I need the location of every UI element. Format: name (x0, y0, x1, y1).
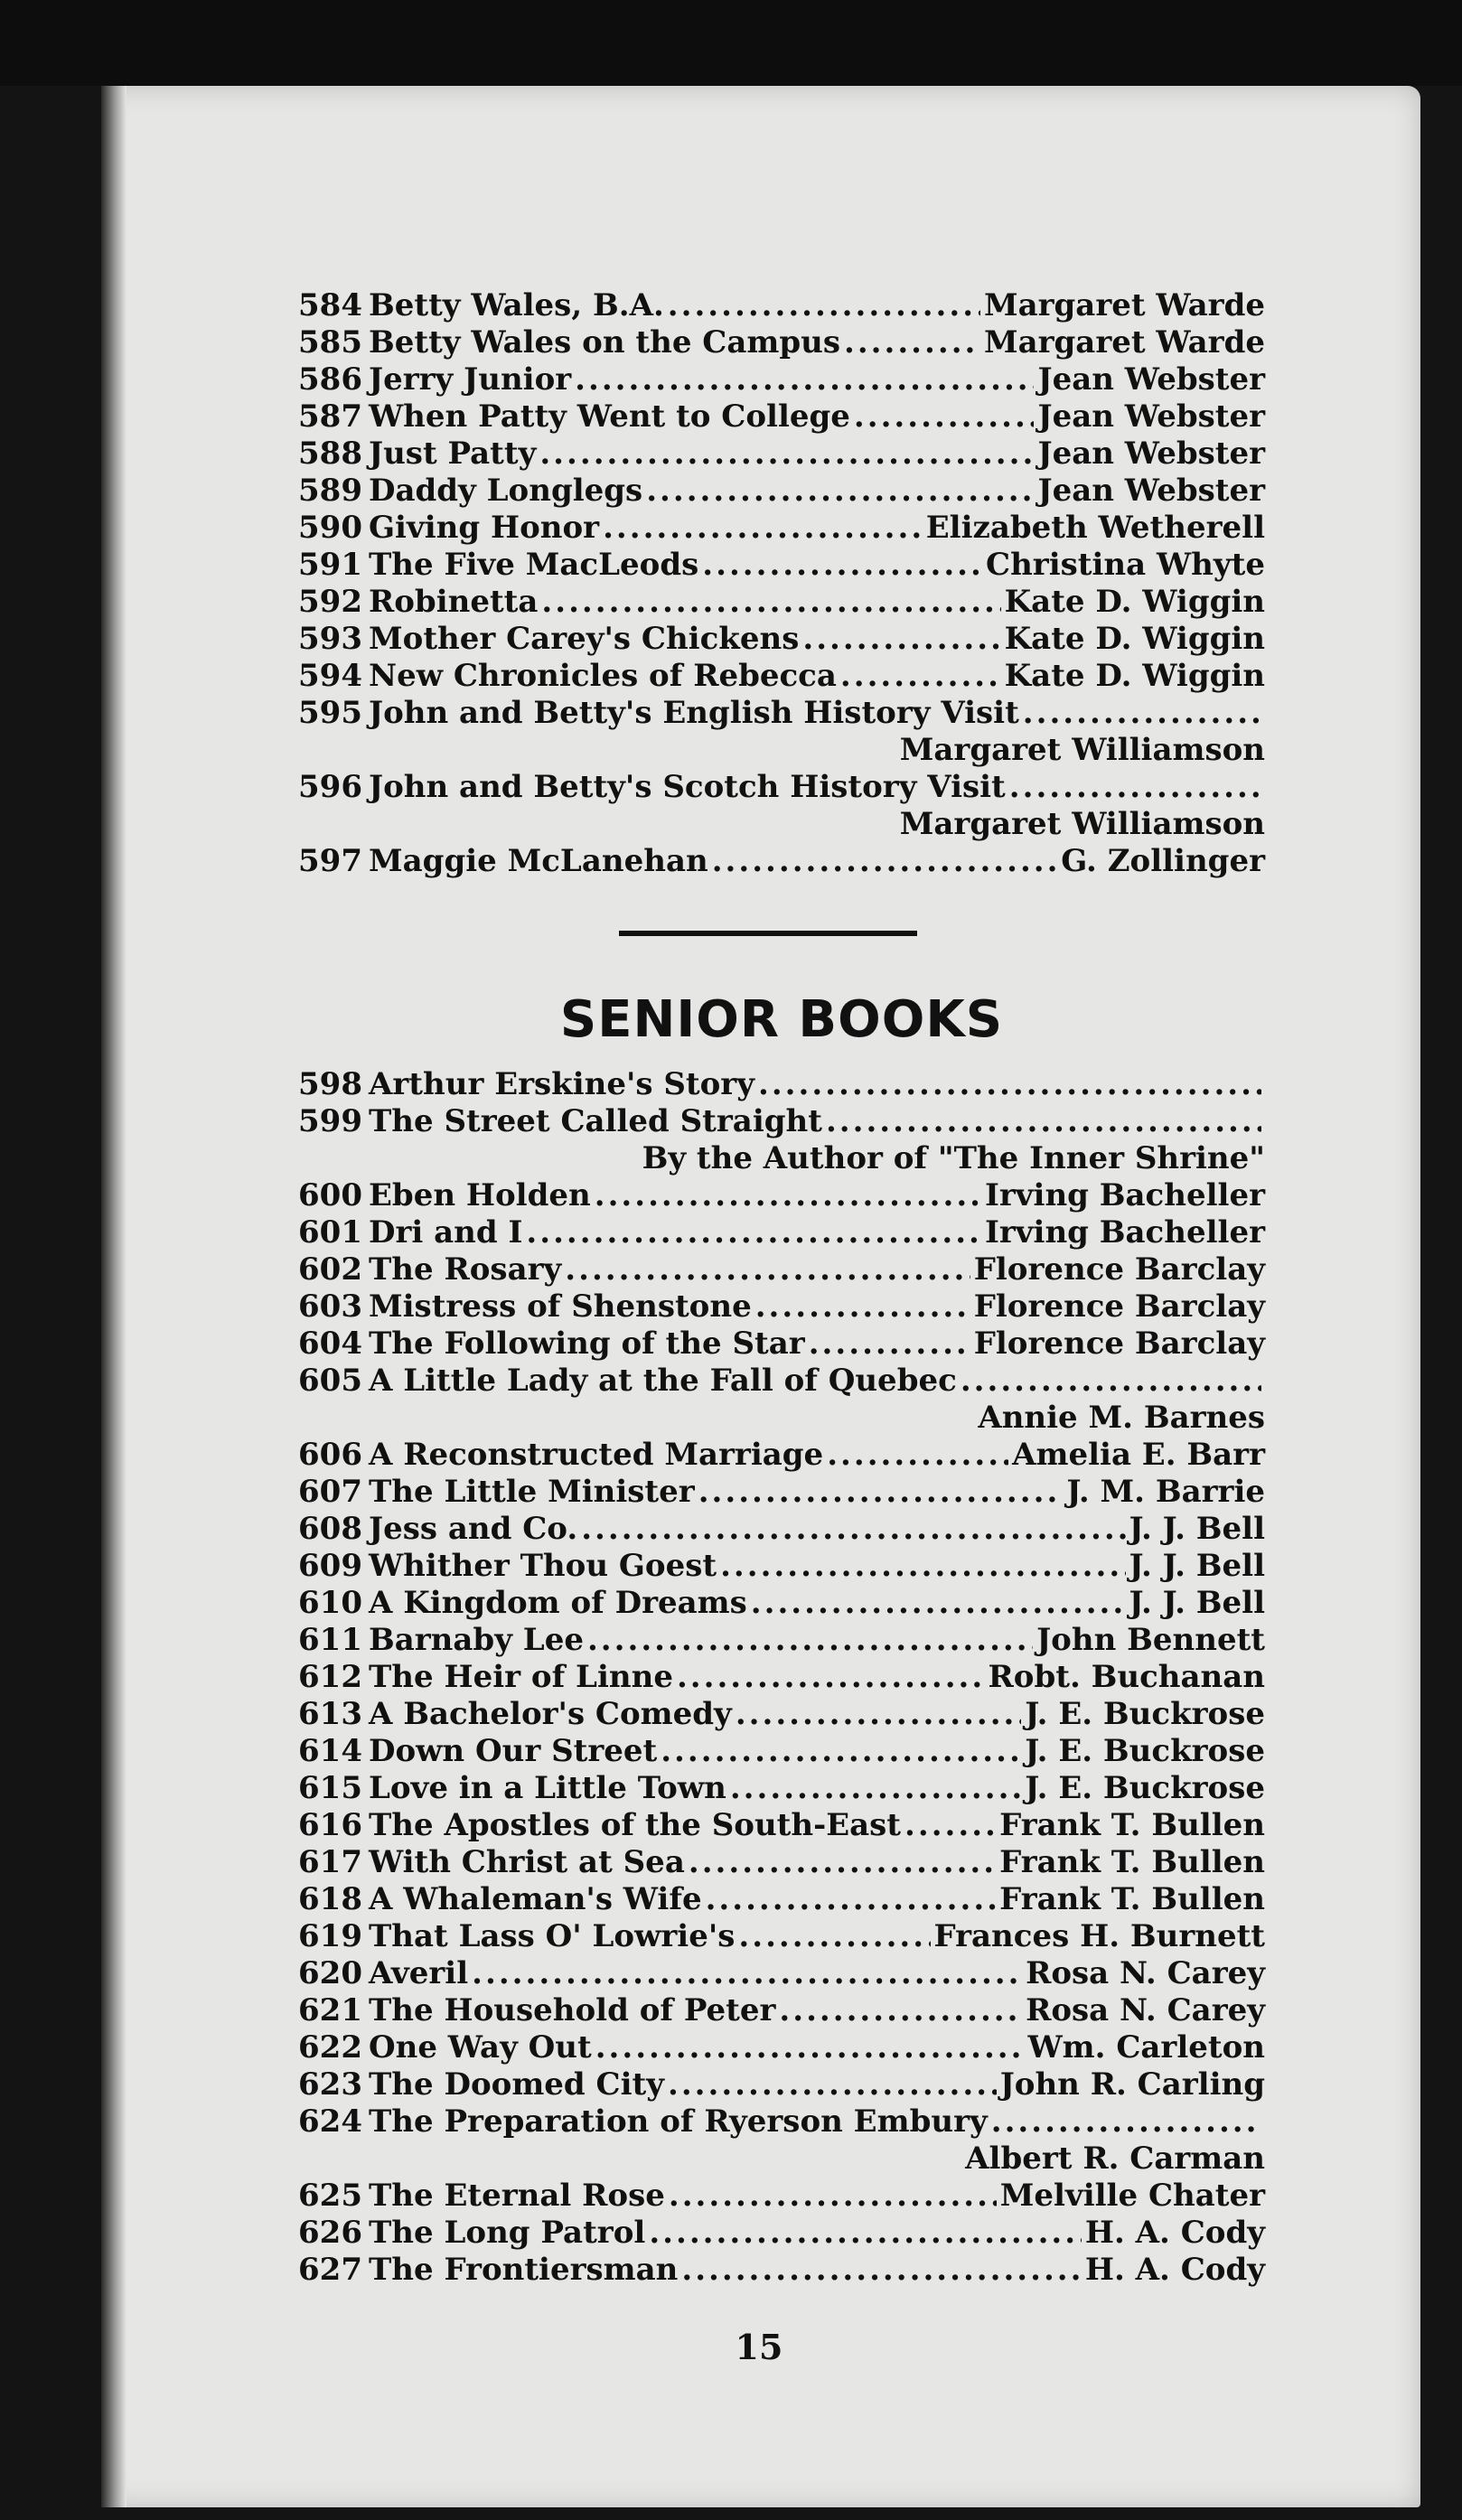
entry-title: John and Betty's Scotch History Visit (369, 769, 1006, 805)
entry-title: The Long Patrol (369, 2215, 646, 2251)
list-item (298, 1103, 1265, 1140)
dot-leader (706, 1881, 997, 1918)
entry-title: The Following of the Star (369, 1326, 805, 1362)
entry-title: The Doomed City (369, 2066, 664, 2103)
entry-number: 607 (298, 1474, 362, 1510)
entry-author: Rosa N. Carey (1026, 1992, 1265, 2028)
entry-author: Florence Barclay (973, 1288, 1265, 1325)
entry-number: 620 (298, 1955, 362, 1991)
entry-author: Margaret Warde (983, 324, 1265, 361)
entry-author: Florence Barclay (973, 1251, 1265, 1288)
entry-number: 593 (298, 621, 362, 657)
section-divider (619, 931, 917, 936)
entry-author: Frank T. Bullen (999, 1807, 1265, 1843)
entry-title: The Heir of Linne (369, 1659, 673, 1695)
list-item (298, 2215, 1265, 2252)
entry-title: The Five MacLeods (369, 547, 699, 583)
dot-leader (702, 547, 982, 584)
dot-leader (526, 1214, 981, 1251)
dot-leader (681, 2252, 1082, 2289)
dot-leader (844, 324, 980, 361)
list-item (298, 1918, 1265, 1955)
dot-leader (472, 1955, 1022, 1992)
entry-author: J. J. Bell (1129, 1585, 1265, 1621)
entry-number: 626 (298, 2215, 362, 2251)
section-heading: SENIOR BOOKS (559, 990, 1004, 1049)
entry-number: 585 (298, 324, 362, 361)
dot-leader (720, 1548, 1125, 1585)
entry-title: One Way Out (369, 2029, 592, 2066)
dot-leader (991, 2103, 1261, 2141)
list-item (298, 1659, 1265, 1696)
list-item (298, 361, 1265, 398)
entry-title: With Christ at Sea (369, 1844, 685, 1880)
entry-number: 604 (298, 1326, 362, 1362)
dot-leader (840, 658, 1001, 695)
dot-leader (730, 1770, 1021, 1807)
dot-leader (758, 1066, 1261, 1103)
entry-title: Jess and Co. (369, 1511, 578, 1547)
entry-title: Whither Thou Goest (369, 1548, 717, 1584)
entry-number: 616 (298, 1807, 362, 1843)
dot-leader (755, 1288, 970, 1326)
entry-title: That Lass O' Lowrie's (369, 1918, 736, 1954)
entry-title: The Household of Peter (369, 1992, 776, 2028)
dot-leader (751, 1585, 1126, 1622)
list-item (298, 1251, 1265, 1288)
entry-title: The Preparation of Ryerson Embury (369, 2103, 988, 2140)
dot-leader (738, 1918, 930, 1955)
entry-title: Jerry Junior (369, 361, 572, 398)
entry-author: J. J. Bell (1129, 1511, 1265, 1547)
list-item (298, 2178, 1265, 2215)
list-item (298, 2066, 1265, 2103)
entry-author: J. J. Bell (1129, 1548, 1265, 1584)
entry-title: Mother Carey's Chickens (369, 621, 800, 657)
book-list (298, 287, 1265, 2289)
entry-number: 603 (298, 1288, 362, 1325)
entry-author: Melville Chater (999, 2178, 1265, 2214)
entry-number: 613 (298, 1696, 362, 1732)
dot-leader (827, 1437, 1008, 1474)
list-item (298, 1955, 1265, 1992)
entry-author: By the Author of "The Inner Shrine" (642, 1140, 1265, 1176)
entry-title: A Reconstructed Marriage (369, 1437, 824, 1473)
entry-number: 622 (298, 2029, 362, 2066)
entry-number: 591 (298, 547, 362, 583)
entry-number: 618 (298, 1881, 362, 1917)
entry-title: Down Our Street (369, 1733, 658, 1769)
entry-author: Amelia E. Barr (1012, 1437, 1265, 1473)
dot-leader (677, 1659, 985, 1696)
entry-title: John and Betty's English History Visit (369, 695, 1019, 731)
page-gutter (101, 86, 127, 2507)
entry-title: New Chronicles of Rebecca (369, 658, 837, 694)
entry-number: 608 (298, 1511, 362, 1547)
entry-author: Kate D. Wiggin (1004, 584, 1265, 620)
dot-leader (1009, 769, 1261, 806)
entry-author: H. A. Cody (1084, 2252, 1265, 2288)
list-item (298, 547, 1265, 584)
list-item (298, 473, 1265, 510)
list-item (298, 1363, 1265, 1400)
entry-author-line (298, 2141, 1265, 2178)
list-item (298, 436, 1265, 473)
entry-number: 584 (298, 287, 362, 323)
list-item (298, 398, 1265, 436)
entry-author: Margaret Warde (983, 287, 1265, 323)
dot-leader (541, 584, 1000, 621)
entry-author: Irving Bacheller (984, 1177, 1265, 1213)
entry-author: Robt. Buchanan (988, 1659, 1265, 1695)
entry-number: 605 (298, 1363, 362, 1399)
list-item (298, 1214, 1265, 1251)
entry-number: 625 (298, 2178, 362, 2214)
dot-leader (779, 1992, 1022, 2029)
entry-number: 619 (298, 1918, 362, 1954)
entry-author: Wm. Carleton (1027, 2029, 1265, 2066)
list-item (298, 1474, 1265, 1511)
list-item (298, 1844, 1265, 1881)
dot-leader (581, 1511, 1125, 1548)
book-list-section-one (298, 287, 1265, 880)
entry-title: Just Patty (369, 436, 537, 472)
dot-leader (712, 843, 1058, 880)
entry-author: Kate D. Wiggin (1004, 621, 1265, 657)
dot-leader (668, 287, 980, 324)
entry-author: Frances H. Burnett (933, 1918, 1265, 1954)
entry-author-line (298, 732, 1265, 769)
page-number: 15 (735, 2327, 783, 2367)
entry-title: Dri and I (369, 1214, 523, 1251)
list-item (298, 1770, 1265, 1807)
entry-number: 598 (298, 1066, 362, 1102)
entry-title: The Rosary (369, 1251, 562, 1288)
entry-number: 597 (298, 843, 362, 879)
entry-title: Averil (369, 1955, 469, 1991)
entry-title: Mistress of Shenstone (369, 1288, 752, 1325)
dot-leader (669, 2178, 997, 2215)
entry-author-line (298, 1140, 1265, 1177)
dot-leader (595, 2029, 1025, 2066)
entry-number: 611 (298, 1622, 362, 1658)
list-item (298, 1288, 1265, 1326)
entry-author-line (298, 1400, 1265, 1437)
entry-author: Rosa N. Carey (1026, 1955, 1265, 1991)
entry-author: J. M. Barrie (1066, 1474, 1265, 1510)
entry-number: 602 (298, 1251, 362, 1288)
entry-author: Frank T. Bullen (999, 1844, 1265, 1880)
entry-number: 600 (298, 1177, 362, 1213)
entry-title: Love in a Little Town (369, 1770, 726, 1806)
entry-title: Betty Wales, B.A. (369, 287, 664, 323)
entry-author: John Bennett (1036, 1622, 1265, 1658)
scan-background-top (0, 0, 1462, 86)
entry-author: Irving Bacheller (984, 1214, 1265, 1251)
entry-author: Margaret Williamson (899, 732, 1265, 768)
list-item (298, 769, 1265, 806)
list-item (298, 1733, 1265, 1770)
list-item (298, 1807, 1265, 1844)
entry-number: 617 (298, 1844, 362, 1880)
list-item (298, 2252, 1265, 2289)
dot-leader (736, 1696, 1021, 1733)
entry-number: 614 (298, 1733, 362, 1769)
entry-title: Barnaby Lee (369, 1622, 584, 1658)
dot-leader (539, 436, 1034, 473)
dot-leader (649, 2215, 1082, 2252)
entry-author: Annie M. Barnes (978, 1400, 1265, 1436)
dot-leader (961, 1363, 1261, 1400)
entry-author: Christina Whyte (986, 547, 1265, 583)
list-item (298, 1511, 1265, 1548)
list-item (298, 658, 1265, 695)
entry-author: Kate D. Wiggin (1004, 658, 1265, 694)
dot-leader (904, 1807, 996, 1844)
dot-leader (587, 1622, 1033, 1659)
entry-number: 589 (298, 473, 362, 509)
list-item (298, 1992, 1265, 2029)
entry-title: When Patty Went to College (369, 398, 850, 435)
list-item (298, 2103, 1265, 2141)
entry-number: 621 (298, 1992, 362, 2028)
dot-leader (646, 473, 1034, 510)
dot-leader (668, 2066, 997, 2103)
entry-author: Jean Webster (1037, 436, 1265, 472)
list-item (298, 843, 1265, 880)
entry-author: Jean Webster (1037, 398, 1265, 435)
dot-leader (1023, 695, 1261, 732)
entry-title: Giving Honor (369, 510, 600, 546)
entry-title: Eben Holden (369, 1177, 591, 1213)
entry-number: 623 (298, 2066, 362, 2103)
dot-leader (826, 1103, 1261, 1140)
dot-leader (661, 1733, 1021, 1770)
entry-title: A Whaleman's Wife (369, 1881, 702, 1917)
entry-title: The Frontiersman (369, 2252, 679, 2288)
entry-number: 627 (298, 2252, 362, 2288)
list-item (298, 287, 1265, 324)
entry-number: 624 (298, 2103, 362, 2140)
dot-leader (698, 1474, 1064, 1511)
list-item (298, 1548, 1265, 1585)
entry-title: The Apostles of the South-East (369, 1807, 902, 1843)
entry-number: 599 (298, 1103, 362, 1139)
entry-number: 615 (298, 1770, 362, 1806)
entry-author: Jean Webster (1037, 361, 1265, 398)
list-item (298, 1437, 1265, 1474)
entry-author: Florence Barclay (973, 1326, 1265, 1362)
entry-number: 595 (298, 695, 362, 731)
entry-number: 587 (298, 398, 362, 435)
entry-number: 590 (298, 510, 362, 546)
entry-author: J. E. Buckrose (1025, 1696, 1265, 1732)
entry-author: Albert R. Carman (965, 2141, 1265, 2177)
entry-author: Frank T. Bullen (999, 1881, 1265, 1917)
entry-title: A Little Lady at the Fall of Quebec (369, 1363, 957, 1399)
dot-leader (802, 621, 1000, 658)
dot-leader (809, 1326, 970, 1363)
entry-number: 596 (298, 769, 362, 805)
book-list-section-senior (298, 1066, 1265, 2289)
entry-number: 594 (298, 658, 362, 694)
dot-leader (603, 510, 923, 547)
list-item (298, 1622, 1265, 1659)
list-item (298, 324, 1265, 361)
list-item (298, 2029, 1265, 2066)
dot-leader (689, 1844, 996, 1881)
entry-author: H. A. Cody (1084, 2215, 1265, 2251)
entry-author: J. E. Buckrose (1025, 1733, 1265, 1769)
entry-title: A Bachelor's Comedy (369, 1696, 732, 1732)
list-item (298, 1326, 1265, 1363)
entry-title: Betty Wales on the Campus (369, 324, 840, 361)
dot-leader (575, 361, 1034, 398)
entry-title: Maggie McLanehan (369, 843, 708, 879)
list-item (298, 1881, 1265, 1918)
entry-author: G. Zollinger (1061, 843, 1265, 879)
entry-title: Arthur Erskine's Story (369, 1066, 754, 1102)
entry-title: Robinetta (369, 584, 539, 620)
dot-leader (595, 1177, 981, 1214)
list-item (298, 1585, 1265, 1622)
list-item (298, 621, 1265, 658)
entry-number: 606 (298, 1437, 362, 1473)
entry-title: Daddy Longlegs (369, 473, 643, 509)
dot-leader (565, 1251, 970, 1288)
entry-author: J. E. Buckrose (1025, 1770, 1265, 1806)
list-item (298, 510, 1265, 547)
entry-title: The Eternal Rose (369, 2178, 665, 2214)
entry-number: 588 (298, 436, 362, 472)
list-item (298, 1696, 1265, 1733)
list-item (298, 584, 1265, 621)
list-item (298, 695, 1265, 732)
entry-number: 609 (298, 1548, 362, 1584)
entry-author: Margaret Williamson (899, 806, 1265, 842)
entry-number: 612 (298, 1659, 362, 1695)
entry-author: Jean Webster (1037, 473, 1265, 509)
list-item (298, 1066, 1265, 1103)
entry-author: John R. Carling (999, 2066, 1265, 2103)
entry-number: 592 (298, 584, 362, 620)
dot-leader (854, 398, 1035, 436)
entry-title: The Street Called Straight (369, 1103, 822, 1139)
entry-number: 586 (298, 361, 362, 398)
entry-number: 610 (298, 1585, 362, 1621)
entry-author-line (298, 806, 1265, 843)
entry-number: 601 (298, 1214, 362, 1251)
entry-title: The Little Minister (369, 1474, 695, 1510)
entry-title: A Kingdom of Dreams (369, 1585, 747, 1621)
list-item (298, 1177, 1265, 1214)
entry-author: Elizabeth Wetherell (925, 510, 1265, 546)
